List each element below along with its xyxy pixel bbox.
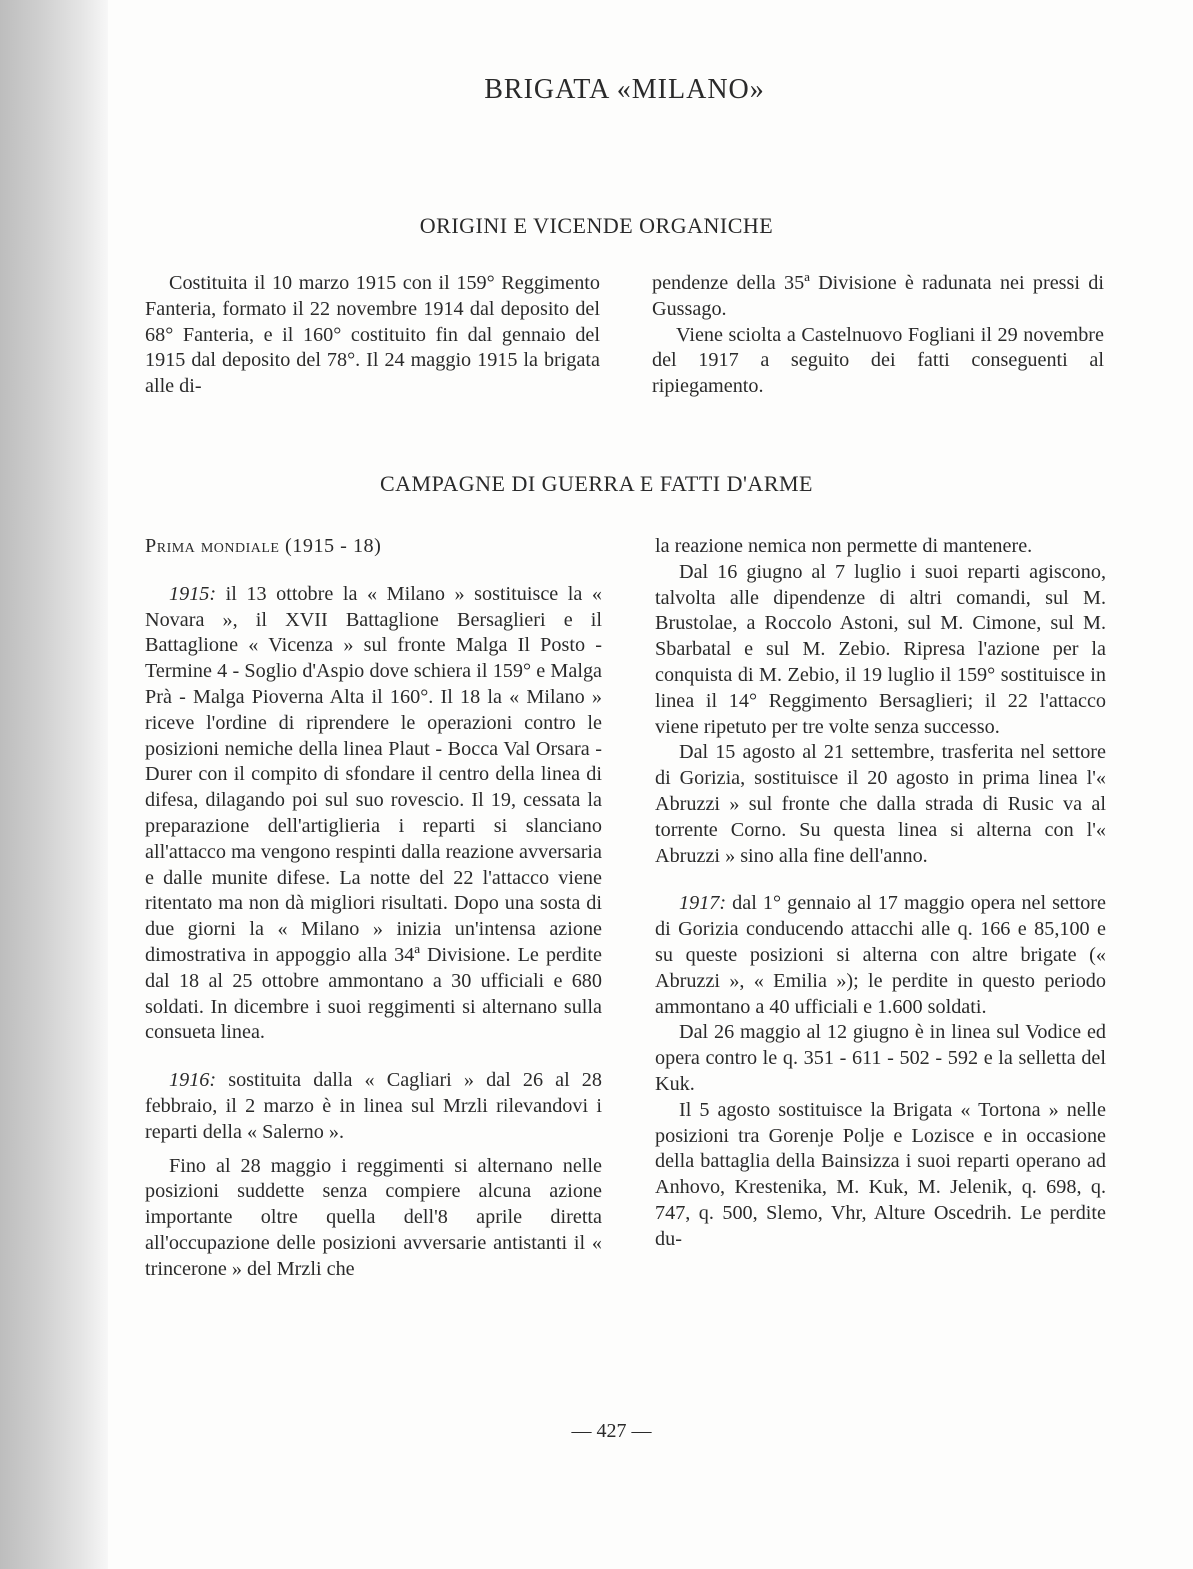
- paragraph-1916-continued: Fino al 28 maggio i reggimenti si alternano nelle posizioni suddette senza compiere alcuna azione importante oltre quella dell'8 aprile diretta all'occupazione delle posizioni avversarie antistanti il « trincerone » del Mrzli che: [145, 1154, 602, 1280]
- paragraph-1917: [655, 891, 1106, 1020]
- text-1915: il 13 ottobre la « Milano » sostituisce la « Novara », il XVII Battaglione Bersaglieri e il Battaglione « Vicenza » sul fronte Malga Il Posto - Termine 4 - Soglio d'Aspio dove schiera il 159° e Malga Prà - Malga Pioverna Alta il 160°. Il 18 la « Milano » riceve l'ordine di riprendere le operazioni contro le posizioni nemiche della linea Plaut - Bocca Val Orsara - Durer con il compito di sfondare il centro della linea di difesa, dilagando poi sul suo rovescio. Il 19, cessata la preparazione dell'artiglieria i reparti si slanciano all'attacco ma vengono respinti dalla reazione avversaria e dalle munite difese. La notte del 22 l'attacco viene ritentato ma non dà migliori risultati. Dopo una sosta di due giorni la « Milano » inizia un'intensa azione dimostrativa in appoggio alla 34ª Divisione. Le perdite dal 18 al 25 ottobre ammontano a 30 ufficiali e 680 soldati. In dicembre i suoi reggimenti si alternano sulla consueta linea.: [145, 582, 602, 1044]
- page-title: BRIGATA «MILANO»: [484, 74, 765, 105]
- paragraph-1917-august: Il 5 agosto sostituisce la Brigata « Tortona » nelle posizioni tra Gorenje Polje e Lozisce e in occasione della battaglia della Bainsizza i suoi reparti operano ad Anhovo, Krestenika, M. Kuk, M. Jelenik, q. 698, q. 747, q. 500, Slemo, Vhr, Alture Oscedrih. Le perdite du-: [655, 1098, 1106, 1250]
- paragraph-1916: [145, 1068, 602, 1145]
- campaigns-subheading: [145, 534, 602, 560]
- paragraph-1917-may: Dal 26 maggio al 12 giugno è in linea sul Vodice ed opera contro le q. 351 - 611 - 502 - 592 e la selletta del Kuk.: [655, 1021, 1106, 1095]
- campaigns-left-column: [145, 534, 602, 1283]
- paragraph-1916-june: Dal 16 giugno al 7 luglio i suoi reparti agiscono, talvolta alle dipendenze di altri comandi, sul M. Brustolae, a Roccolo Astoni, sul M. Cimone, sul M. Sbarbatal e sul M. Zebio. Ripresa l'azione per la conquista di M. Zebio, il 19 luglio il 159° sostituisce in linea il 14° Reggimento Bersaglieri; il 22 l'attacco viene ripetuto per tre volte senza successo.: [655, 560, 1106, 738]
- origins-paragraph-continued: pendenze della 35ª Divisione è radunata nei pressi di Gussago.: [652, 272, 1104, 320]
- war-period-label: Prima mondiale (1915 - 18): [145, 535, 382, 557]
- text-1916: sostituita dalla « Cagliari » dal 26 al 28 febbraio, il 2 marzo è in linea sul Mrzli rilevandovi i reparti della « Salerno ».: [145, 1069, 602, 1143]
- year-label-1915: 1915:: [169, 582, 217, 605]
- origins-right-column: [652, 271, 1104, 400]
- text-1917: dal 1° gennaio al 17 maggio opera nel settore di Gorizia conducendo attacchi alle q. 166 e 85,100 e su queste posizioni si alterna con altre brigate (« Abruzzi », « Emilia »); le perdite in questo periodo ammontano a 40 ufficiali e 1.600 soldati.: [655, 892, 1106, 1018]
- paragraph-1915: [145, 582, 602, 1046]
- origins-left-column: [145, 271, 600, 400]
- year-label-1917: 1917:: [679, 892, 727, 915]
- section-heading-origins: ORIGINI E VICENDE ORGANICHE: [419, 213, 774, 238]
- paragraph-1916-august: Dal 15 agosto al 21 settembre, trasferita nel settore di Gorizia, sostituisce il 20 agosto in prima linea l'« Abruzzi » sul fronte che dalla strada di Rusic va al torrente Corno. Su questa linea si alterna con l'« Abruzzi » sino alla fine dell'anno.: [655, 741, 1106, 867]
- year-label-1916: 1916:: [169, 1069, 217, 1092]
- campaigns-right-column: [655, 534, 1106, 1253]
- paragraph-1916-end: la reazione nemica non permette di mantenere.: [655, 535, 1033, 557]
- section-heading-campaigns: CAMPAGNE DI GUERRA E FATTI D'ARME: [380, 471, 813, 496]
- origins-paragraph-dissolution: Viene sciolta a Castelnuovo Fogliani il 29 novembre del 1917 a seguito dei fatti conseguenti al ripiegamento.: [652, 323, 1104, 398]
- origins-paragraph: Costituita il 10 marzo 1915 con il 159° Reggimento Fanteria, formato il 22 novembre 1914 dal deposito del 68° Fanteria, e il 160° costituito fin dal gennaio del 1915 dal deposito del 78°. Il 24 maggio 1915 la brigata alle di-: [145, 272, 600, 398]
- page-number: — 427 —: [571, 1420, 652, 1442]
